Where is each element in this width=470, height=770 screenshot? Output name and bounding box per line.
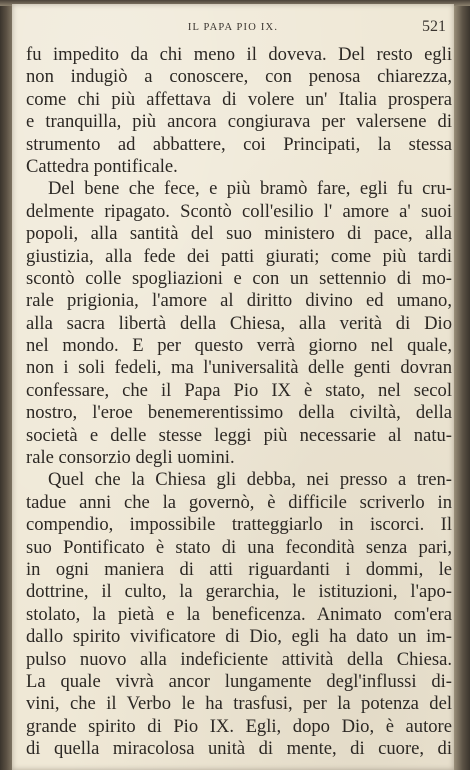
text-line: dottrine, il culto, la gerarchia, le istituzioni, l'apo- [26, 581, 452, 603]
text-line: come chi più affettava di volere un' Italia prospera [26, 88, 452, 110]
running-head: IL PAPA PIO IX. [187, 22, 279, 33]
text-line: nostro, l'eroe benemerentissimo della civiltà, della [26, 402, 452, 424]
text-line: rale prigionia, l'amore al diritto divino ed umano, [26, 290, 452, 312]
text-line: Del bene che fece, e più bramò fare, egli fu cru- [48, 178, 452, 200]
text-line: La quale vivrà ancor lungamente degl'influssi di- [26, 670, 452, 692]
text-line: in ogni maniera di atti riguardanti i dommi, le [26, 558, 452, 580]
text-line: suo Pontificato è stato di una fecondità senza pari, [26, 536, 452, 558]
text-line: pulso nuovo alla indeficiente attività della Chiesa. [26, 648, 452, 670]
text-line: nel mondo. E per questo verrà giorno nel quale, [26, 335, 452, 357]
page-number: 521 [422, 18, 446, 35]
book-page [12, 4, 454, 770]
text-line: delmente ripagato. Scontò coll'esilio l' amore a' suoi [26, 200, 452, 222]
text-line: non i soli fedeli, ma l'universalità delle genti dovran [26, 357, 452, 379]
text-line: Cattedra pontificale. [26, 155, 178, 177]
text-line: confessare, che il Papa Pio IX è stato, nel secol [26, 379, 452, 401]
text-line: vini, che il Verbo le ha trasfusi, per la potenza del [26, 693, 452, 715]
text-line: strumento ad abbattere, coi Principati, la stessa [26, 133, 452, 155]
text-line: compendio, impossibile tratteggiarlo in iscorci. Il [26, 514, 452, 536]
text-line: e tranquilla, più ancora congiurava per valersene di [26, 111, 452, 133]
text-line: stolato, la pietà e la beneficenza. Animato com'era [26, 603, 452, 625]
body-text [26, 44, 452, 761]
text-line: tadue anni che la governò, è difficile scriverlo in [26, 491, 452, 513]
text-line: giustizia, alla fede dei patti giurati; come più tardi [26, 245, 452, 267]
text-line: Quel che la Chiesa gli debba, nei presso a tren- [48, 469, 452, 491]
text-line: popoli, alla santità del suo ministero di pace, alla [26, 223, 452, 245]
text-line: società e delle stesse leggi più necessarie al natu- [26, 424, 452, 446]
text-line: rale consorzio degli uomini. [26, 447, 235, 469]
page-header [12, 18, 454, 38]
text-line: fu impedito da chi meno il doveva. Del resto egli [26, 44, 452, 65]
text-line: grande spirito di Pio IX. Egli, dopo Dio, è autore [26, 715, 452, 737]
right-binding-edge [454, 0, 470, 770]
text-line: di quella miracolosa unità di mente, di cuore, di [26, 738, 452, 760]
text-line: dallo spirito vivificatore di Dio, egli ha dato un im- [26, 626, 452, 648]
text-line: non indugiò a conoscere, con penosa chiarezza, [26, 66, 452, 88]
text-line: scontò colle spogliazioni e con un settennio di mo- [26, 267, 452, 289]
text-line: alla sacra libertà della Chiesa, alla verità di Dio [26, 312, 452, 334]
